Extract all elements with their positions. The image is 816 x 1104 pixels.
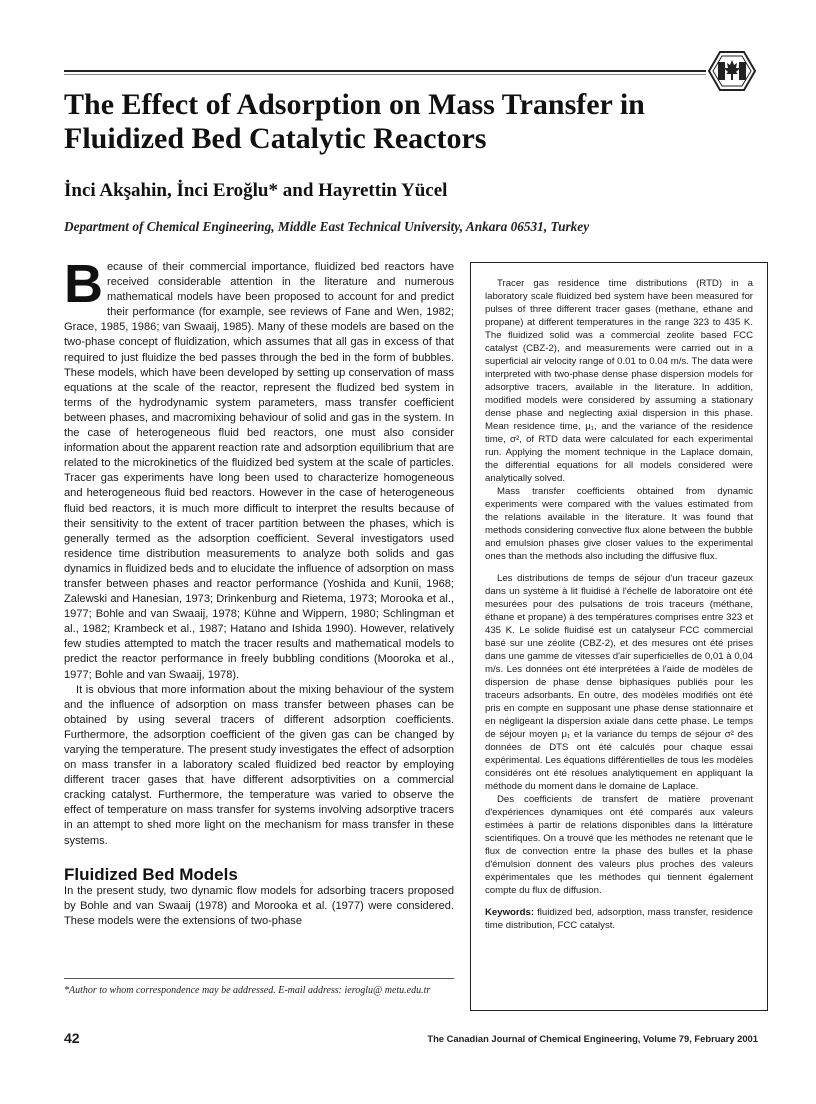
author-list: İnci Akşahin, İnci Eroğlu* and Hayrettin Yücel [64, 180, 448, 201]
abstract-english-p1: Tracer gas residence time distributions (RTD) in a laboratory scale fluidized bed system have been measured for pulses of three different tracer gases (methane, ethane and propane) at different temperatures in the range 323 to 435 K. The fluidized solid was a commercial zeolite based FCC catalyst (CBZ-2), and measurements were carried out in a superficial air velocity range of 0.01 to 0.04 m/s. The data were interpreted with two-phase dense phase dispersion models for adsorptive tracers, available in the literature. In addition, modified models were considered by assuming a stationary dense phase and neglecting axial dispersion in this phase. Mean residence time, μ₁, and the variance of the residence time, σ², of RTD data were calculated for each experimental run. Applying the moment technique in the Laplace domain, the differential equations for all models considered were analytically solved. [485, 278, 753, 484]
abstract-english-p2: Mass transfer coefficients obtained from dynamic experiments were compared with the values estimated from the relations available in the literature. It was found that methods considering convective flux alone between the bubble and emulsion phases give closer values to the experimental ones than the methods also including the diffusive flux. [485, 486, 753, 562]
correspondence-footnote: *Author to whom correspondence may be addressed. E-mail address: ieroglu@ metu.edu.tr [64, 985, 431, 996]
body-paragraph: In the present study, two dynamic flow models for adsorbing tracers proposed by Bohle and van Swaaij (1978) and Morooka et al. (1977) were considered. These models were the extensions of two-phase [64, 884, 454, 927]
abstract-box [470, 262, 768, 1011]
main-text-column [64, 254, 454, 929]
header-rule-thin [64, 74, 706, 75]
article-title: The Effect of Adsorption on Mass Transfer in Fluidized Bed Catalytic Reactors [64, 88, 645, 155]
abstract-french-p1: Les distributions de temps de séjour d'un traceur gazeux dans un système à lit fluidisé à l'échelle de laboratoire ont été mesurées pour des pulsations de trois traceurs (méthane, éthane et propane) à des températures comprises entre 323 et 435 K. Le solide fluidisé est un catalyseur FCC commercial basé sur une zéolite (CBZ-2), et des mesures ont été prises dans une gamme de vitesses d'air superficielles de 0,01 à 0,04 m/s. Les données ont été interprétées à l'aide de modèles de dispersion de phase dense biphasiques publiés pour les traceurs adsorbants. En outre, des modèles modifiés ont été pris en compte en supposant une phase dense stationnaire et en négligeant la dispersion axiale dans cette phase. Le temps de séjour moyen μ₁ et la variance du temps de séjour σ² des données de DTS ont été calculés pour chaque essai expérimental. Les équations différentielles de tous les modèles considérés ont été résolues analytiquement en appliquant la méthode du moment dans le domaine de Laplace. [485, 573, 753, 792]
body-paragraph: It is obvious that more information about the mixing behaviour of the system and the influence of adsorption on mass transfer between phases can be obtained by using several tracers of different adsorption coefficients. Furthermore, the adsorption coefficient of the given gas can be changed by varying the temperature. The present study investigates the effect of adsorption on mass transfer in a laboratory scaled fluidized bed reactor by employing different tracer gases that have different adsorptivities on a commercial cracking catalyst. Furthermore, the temperature was varied to observe the effect of temperature on mass transfer for systems involving adsorptive tracers in an attempt to shed more light on the mechanism for mass transfer in these systems. [64, 683, 454, 847]
journal-logo-icon [708, 50, 756, 92]
drop-cap: B [64, 254, 103, 314]
keywords [485, 906, 753, 932]
page-number: 42 [64, 1030, 80, 1046]
intro-text: ecause of their commercial importance, fluidized bed reactors have received considerable attention in the literature and numerous mathematical models have been proposed to account for and predict their performance (for example, see reviews of Fane and Wen, 1982; Grace, 1985, 1986; van Swaaij, 1985). Many of these models are based on the two-phase concept of fluidization, which assumes that all gas in excess of that required to just fluidize the bed passes through the bed in the form of bubbles. These models, which have been developed by setting up conservation of mass equations at the scale of the reactor, represent the fludized bed system in terms of the hydrodynamic system parameters, mass transfer coefficient between phases, and macromixing behaviour of solid and gas in the system. In the case of heterogeneous fluid bed reactors, one must also consider information about the apparent reaction rate and adsorption equilibrium that are related to the microkinetics of the fluidized bed system at the scale of particles. Tracer gas experiments have long been used to characterize homogeneous and heterogeneous fluid bed reactors. However in the case of heterogeneous fluid bed reactors, it is much more difficult to interpret the results because of their sensitivity to the extent of tracer partition between the phases, which is generally termed as the adsorption coefficient. Several investigators used residence time distribution measurements to analyze both solids and gas dynamics in fluidized beds and to elucidate the influence of adsorption on mass transfer between phases and reactor performance (Yoshida and Kunii, 1968; Zalewski and Hanesian, 1973; Drinkenburg and Rietema, 1973; Morooka et al., 1977; Bohle and van Swaaij, 1978; Kühne and Wippern, 1980; Schlingman et al., 1982; Krambeck et al., 1987; Hatano and Ishida 1990). However, relatively few studies attempted to match the tracer results and mathematical models to predict the reactor performance in freely bubbling conditions (Mooroka et al., 1977; Bohle and van Swaaij, 1978). [64, 261, 454, 681]
abstract-french-p2: Des coefficients de transfert de matière provenant d'expériences dynamiques ont été comparés aux valeurs estimées à partir de relations disponibles dans la littérature scientifiques. On a trouvé que les méthodes ne retenant que le flux de convection entre la phase des bulles et la phase d'émulsion donnent des valeurs plus proches des valeurs expérimentales que les méthodes qui tiennent également compte du flux de diffusion. [485, 794, 753, 896]
affiliation: Department of Chemical Engineering, Middle East Technical University, Ankara 06531, Turkey [64, 219, 590, 234]
header-rule [64, 70, 706, 72]
intro-paragraph [64, 254, 454, 683]
footnote-rule [64, 978, 454, 979]
section-heading: Fluidized Bed Models [64, 864, 238, 884]
journal-citation: The Canadian Journal of Chemical Engineering, Volume 79, February 2001 [427, 1033, 758, 1044]
keywords-text: fluidized bed, adsorption, mass transfer, residence time distribution, FCC catalyst. [485, 907, 753, 931]
keywords-label: Keywords: [485, 907, 535, 918]
